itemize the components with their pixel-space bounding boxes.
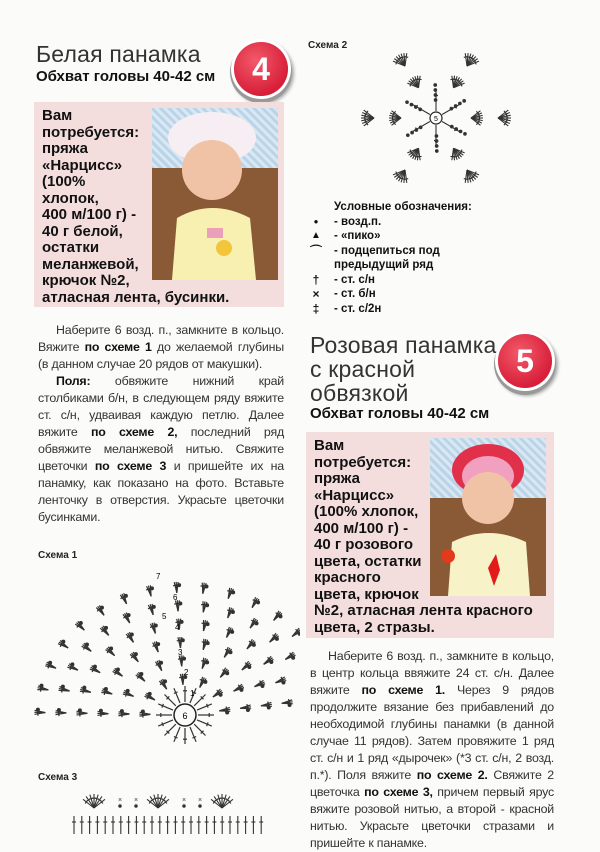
- stitch-crossbar: [207, 722, 209, 726]
- stitch-crossbar: [162, 704, 164, 708]
- scheme1-center-number: 6: [182, 711, 187, 721]
- chain-dot: [276, 637, 279, 640]
- stitch-crossbar: [174, 692, 178, 694]
- chain-dot: [463, 100, 466, 103]
- chain-dot: [288, 704, 291, 707]
- chain-dot: [126, 690, 129, 693]
- pattern5-title: [310, 333, 496, 405]
- materials-line: крючок №2,: [42, 273, 229, 290]
- chain-dot: [261, 685, 264, 688]
- instructions-paragraph: Поля: обвяжите нижний край столбиками б/н, в следующем ряду вяжите ст. с/н, удваивая каждую петлю. Далее вяжите по схеме 2, последний ряд обвяжите меланжевой нитью. Свяжите цветочки по схеме 3 и пришейте их на панамку, как показано на фото. Вставьте ленточку в отверстия. Украсьте цветочки бусинками.: [38, 373, 284, 526]
- pattern4-materials-text: [42, 108, 229, 306]
- cross-stitch-symbol: ×: [198, 797, 202, 804]
- chain-dot: [435, 145, 438, 148]
- pattern5-instructions: [310, 648, 554, 852]
- stitch-symbol: [174, 727, 180, 742]
- cross-stitch-symbol: ×: [118, 797, 122, 804]
- stitch-crossbar: [475, 61, 477, 65]
- chain-dot: [270, 661, 273, 664]
- chain-dot: [248, 666, 251, 669]
- chain-dot: [148, 692, 151, 695]
- scheme1-row-number: 7: [156, 572, 161, 581]
- chain-dot: [181, 639, 184, 642]
- chain-dot: [154, 624, 157, 627]
- materials-line: пряжа: [314, 471, 533, 488]
- chain-dot: [247, 709, 250, 712]
- stitch-crossbar: [162, 722, 164, 726]
- materials-line: цвета, остатки: [314, 554, 533, 571]
- materials-line: красного: [314, 570, 533, 587]
- scheme2-label: Схема 2: [308, 40, 347, 51]
- chain-dot: [83, 686, 86, 689]
- chain-dot: [279, 615, 282, 618]
- materials-line: потребуется:: [42, 125, 229, 142]
- scheme1-row-number: 5: [162, 612, 167, 621]
- scheme1-diagram: [30, 555, 300, 760]
- stitch-symbol: [465, 170, 467, 183]
- chain-dot: [178, 584, 181, 587]
- stitch-symbol: [405, 53, 407, 66]
- chain-dot: [229, 651, 232, 654]
- chain-dot: [459, 102, 462, 105]
- scheme1-row-number: 2: [184, 668, 189, 677]
- chain-dot: [219, 693, 222, 696]
- pattern5-subtitle: Обхват головы 40-42 см: [310, 405, 489, 422]
- scheme3-diagram: [70, 788, 270, 836]
- chain-dot: [419, 108, 422, 111]
- stitch-symbol: [164, 724, 175, 735]
- chain-dot: [179, 602, 182, 605]
- cross-stitch-symbol: ×: [134, 797, 138, 804]
- chain-dot: [434, 89, 437, 92]
- chain-dot: [255, 622, 258, 625]
- stitch-symbol: [419, 76, 421, 88]
- chain-dot: [434, 94, 437, 97]
- chain-dot: [117, 668, 120, 671]
- chain-dot: [232, 591, 235, 594]
- legend-item: ▲ - «пико»: [308, 229, 472, 244]
- chain-dot: [79, 622, 82, 625]
- chain-dot: [183, 657, 186, 660]
- chain-dot: [434, 84, 437, 87]
- chain-dot: [435, 150, 438, 153]
- chain-dot: [130, 633, 133, 636]
- legend-item: ● - возд.п.: [308, 215, 472, 230]
- chain-dot: [455, 128, 458, 131]
- chain-dot: [204, 680, 207, 683]
- materials-line: 40 г розового: [314, 537, 533, 554]
- stitch-symbol: [164, 694, 175, 705]
- stitch-symbol: [190, 727, 196, 742]
- materials-line: (100% хлопок,: [314, 504, 533, 521]
- stitch-crossbar: [464, 179, 468, 180]
- dagger-icon: †: [308, 273, 324, 288]
- legend-item: ‡ - ст. с/2н: [308, 302, 472, 317]
- double-dagger-icon: ‡: [308, 302, 324, 317]
- stitch-crossbar: [207, 704, 209, 708]
- chain-dot: [231, 631, 234, 634]
- chain-dot: [141, 710, 144, 713]
- materials-line: 400 м/100 г) -: [42, 207, 229, 224]
- pattern4-title: Белая панамка: [36, 42, 201, 66]
- stitch-symbol: [174, 688, 180, 703]
- chain-dot: [464, 133, 467, 136]
- chain-dot: [71, 663, 74, 666]
- materials-line: пряжа: [42, 141, 229, 158]
- chain-dot: [140, 673, 143, 676]
- chain-dot: [101, 606, 104, 609]
- chain-dot: [135, 805, 137, 807]
- materials-line: цвета, 2 стразы.: [314, 620, 533, 637]
- chain-dot: [406, 101, 409, 104]
- pattern5-materials-box: [306, 432, 554, 638]
- chain-dot: [105, 626, 108, 629]
- materials-line: «Нарцисс»: [42, 158, 229, 175]
- stitch-crossbar: [396, 172, 398, 176]
- instructions-paragraph: Наберите 6 возд. п., замкните в кольцо, в центр кольца ввяжите 24 ст. с/н. Далее вяжите по схеме 1. Через 9 рядов продолжите вязание без прибавлений до необходимой глубины панамки (в данной случае 11 рядов). Затем провяжите 1 ряд ст. с/н и 1 ряд «дырочек» (*3 ст. с/н, 2 возд. п.*). Поля вяжите по схеме 2. Свяжите 2 цветочка по схеме 3, причем первый ярус вяжите розовой нитью, а второй - красной нитью. Украсьте цветочки стразами и пришейте к панамке.: [310, 648, 554, 852]
- chain-dot: [152, 605, 155, 608]
- chain-dot: [206, 604, 209, 607]
- stitch-crossbar: [418, 79, 422, 80]
- legend-item: ⌒ - подцепиться под: [308, 244, 472, 259]
- chain-dot: [37, 708, 40, 711]
- stitch-crossbar: [404, 57, 408, 58]
- chain-dot: [459, 130, 462, 133]
- scheme1-row-number: 6: [173, 593, 178, 602]
- pattern4-subtitle: Обхват головы 40-42 см: [36, 68, 215, 85]
- stitch-symbol: [197, 720, 212, 726]
- chain-dot: [206, 661, 209, 664]
- cross-icon: ×: [308, 287, 324, 302]
- pattern5-materials-text: [314, 438, 533, 636]
- chain-dot: [49, 661, 52, 664]
- chain-dot: [94, 665, 97, 668]
- stitch-crossbar: [461, 83, 463, 87]
- pattern4-number-badge: 4: [234, 42, 288, 96]
- chain-dot: [86, 643, 89, 646]
- chain-dot: [62, 640, 65, 643]
- scheme2-center-number: 5: [434, 116, 438, 123]
- stitch-symbol: [194, 694, 205, 705]
- chain-dot: [411, 131, 414, 134]
- chain-dot: [407, 134, 410, 137]
- materials-line: №2, атласная лента красного: [314, 603, 533, 620]
- scheme2-diagram: [345, 38, 535, 193]
- chain-dot: [206, 642, 209, 645]
- stitch-crossbar: [174, 737, 178, 739]
- materials-line: (100%: [42, 174, 229, 191]
- stitch-symbol: [452, 148, 454, 160]
- chain-dot: [199, 805, 201, 807]
- stitch-symbol: [158, 720, 173, 726]
- chain-dot: [183, 805, 185, 807]
- chain-dot: [134, 653, 137, 656]
- chain-dot: [40, 684, 43, 687]
- cross-stitch-symbol: ×: [182, 797, 186, 804]
- chain-dot: [415, 129, 418, 132]
- materials-line: Вам: [314, 438, 533, 455]
- scheme1-label: Схема 1: [38, 550, 77, 561]
- chain-dot: [127, 614, 130, 617]
- chain-dot: [252, 643, 255, 646]
- chain-dot: [240, 689, 243, 692]
- chain-dot: [435, 140, 438, 143]
- chain-dot: [267, 706, 270, 709]
- pattern5-number-badge: 5: [498, 334, 552, 388]
- scheme1-row-number: 4: [175, 623, 180, 632]
- chain-dot: [298, 632, 300, 635]
- chain-dot: [226, 711, 229, 714]
- chain-dot: [180, 621, 183, 624]
- chain-dot: [61, 685, 64, 688]
- chain-dot: [105, 688, 108, 691]
- legend-item: † - ст. с/н: [308, 273, 472, 288]
- materials-line: цвета, крючок: [314, 587, 533, 604]
- chain-dot: [100, 709, 103, 712]
- chain-dot: [119, 805, 121, 807]
- chain-dot: [415, 106, 418, 109]
- chain-dot: [292, 656, 295, 659]
- chain-dot: [151, 587, 154, 590]
- materials-line: меланжевой,: [42, 257, 229, 274]
- chain-dot: [257, 601, 260, 604]
- title-line: с красной: [310, 357, 496, 381]
- chain-dot: [79, 709, 82, 712]
- scheme1-row-number: 3: [178, 648, 183, 657]
- chain-dot: [450, 107, 453, 110]
- scheme1-row-number: 1: [190, 689, 195, 698]
- chain-dot: [110, 647, 113, 650]
- legend-item: × - ст. б/н: [308, 287, 472, 302]
- materials-line: 40 г белой,: [42, 224, 229, 241]
- materials-line: «Нарцисс»: [314, 488, 533, 505]
- chain-dot: [164, 680, 167, 683]
- stitch-symbol: [158, 704, 173, 710]
- materials-line: остатки: [42, 240, 229, 257]
- materials-line: Вам: [42, 108, 229, 125]
- pattern4-materials-box: [34, 102, 284, 307]
- chain-dot: [58, 709, 61, 712]
- scheme3-label: Схема 3: [38, 772, 77, 783]
- chain-dot: [232, 611, 235, 614]
- chain-dot: [454, 105, 457, 108]
- chain-dot: [160, 661, 163, 664]
- materials-line: потребуется:: [314, 455, 533, 472]
- materials-line: 400 м/100 г) -: [314, 521, 533, 538]
- title-line: Розовая панамка: [310, 333, 496, 357]
- chain-dot: [125, 594, 128, 597]
- stitch-symbol: [197, 704, 212, 710]
- chain-dot: [206, 623, 209, 626]
- chain-dot: [435, 135, 438, 138]
- materials-line: хлопок,: [42, 191, 229, 208]
- legend-item: предыдущий ряд: [308, 258, 472, 273]
- materials-line: атласная лента, бусинки.: [42, 290, 229, 307]
- dot-icon: ●: [308, 215, 324, 230]
- title-line: обвязкой: [310, 381, 496, 405]
- stitch-symbol: [194, 724, 205, 735]
- chain-dot: [410, 103, 413, 106]
- arc-icon: ⌒: [308, 244, 324, 259]
- chain-dot: [450, 125, 453, 128]
- chain-dot: [121, 710, 124, 713]
- stitch-crossbar: [192, 737, 196, 739]
- stitch-crossbar: [410, 150, 412, 154]
- chain-dot: [419, 126, 422, 129]
- chain-dot: [157, 643, 160, 646]
- chain-dot: [205, 585, 208, 588]
- legend: [308, 200, 472, 316]
- stitch-crossbar: [450, 156, 454, 157]
- instructions-paragraph: Наберите 6 возд. п., замкните в кольцо. Вяжите по схеме 1 до желаемой глубины (в данном случае 20 рядов от макушки).: [38, 322, 284, 373]
- chain-dot: [434, 99, 437, 102]
- legend-title: Условные обозначения:: [334, 200, 472, 215]
- chain-dot: [226, 672, 229, 675]
- chain-dot: [282, 681, 285, 684]
- triangle-icon: ▲: [308, 229, 324, 244]
- pattern4-instructions: [38, 322, 284, 526]
